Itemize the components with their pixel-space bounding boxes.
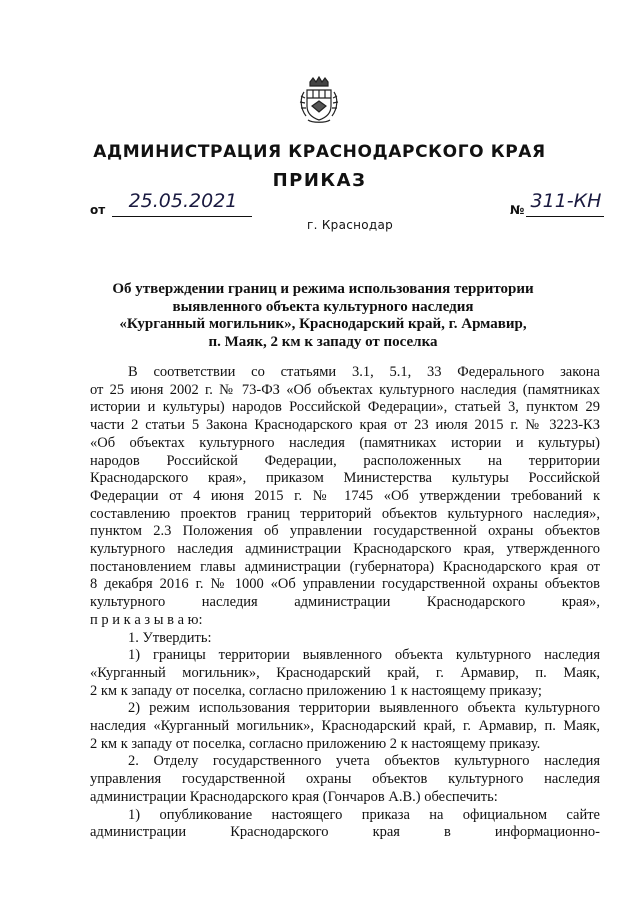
title-line: п. Маяк, 2 км к западу от поселка xyxy=(208,333,438,350)
body-line: «Курганный могильник», Краснодарский край, г. Армавир, п. Маяк, xyxy=(90,664,600,681)
body-line: администрации Краснодарского края в информационно- xyxy=(90,824,600,841)
date-underline xyxy=(112,216,252,217)
document-body xyxy=(90,364,600,842)
document-type: ПРИКАЗ xyxy=(272,170,367,191)
document-title xyxy=(108,281,538,351)
date-label: от xyxy=(90,203,106,217)
body-line: от 25 июня 2002 г. № 73-ФЗ «Об объектах культурного наследия (памятниках xyxy=(90,381,600,398)
body-line: культурного наследия администрации Краснодарского края», xyxy=(90,594,600,611)
body-line: 8 декабря 2016 г. № 1000 «Об управлении государственной охраны объектов xyxy=(90,576,600,593)
body-line: Федерации от 4 июня 2015 г. № 1745 «Об утверждении требований к xyxy=(90,487,600,504)
handwritten-number: 311-КН xyxy=(530,190,602,212)
body-line: управления государственной охраны объектов культурного наследия xyxy=(90,771,600,788)
body-line: 1) границы территории выявленного объекта культурного наследия xyxy=(128,647,600,664)
title-line: выявленного объекта культурного наследия xyxy=(172,298,474,315)
body-line: пунктом 2.3 Положения об управлении государственной охраны объектов xyxy=(90,523,600,540)
coat-of-arms-icon xyxy=(298,76,340,126)
body-line: народов Российской Федерации, расположенных на территории xyxy=(90,452,600,469)
number-underline xyxy=(526,216,604,217)
body-line: Краснодарского края», приказом Министерства культуры Российской xyxy=(90,470,600,487)
title-line: Об утверждении границ и режима использования территории xyxy=(112,281,534,297)
body-line: администрации Краснодарского края (Гончаров А.В.) обеспечить: xyxy=(90,788,498,805)
body-line: истории и культуры) народов Российской Федерации», статьей 3, пунктом 29 xyxy=(90,399,600,416)
body-line: постановлением главы администрации (губернатора) Краснодарского края от xyxy=(90,558,600,575)
body-line: 1) опубликование настоящего приказа на официальном сайте xyxy=(128,806,600,823)
body-line: «Об объектах культурного наследия (памятниках истории и культуры) xyxy=(90,434,600,451)
body-line: п р и к а з ы в а ю: xyxy=(90,611,203,628)
body-line: 2 км к западу от поселка, согласно приложению 2 к настоящему приказу. xyxy=(90,735,541,752)
city-name: г. Краснодар xyxy=(307,218,394,232)
body-line: В соответствии со статьями 3.1, 5.1, 33 Федерального закона xyxy=(128,364,600,380)
organization-name: АДМИНИСТРАЦИЯ КРАСНОДАРСКОГО КРАЯ xyxy=(93,142,546,162)
body-line: 1. Утвердить: xyxy=(128,629,212,646)
body-line: 2 км к западу от поселка, согласно приложению 1 к настоящему приказу; xyxy=(90,682,542,699)
body-line: составлению проектов границ территорий объектов культурного наследия», xyxy=(90,505,600,522)
body-line: 2) режим использования территории выявленного объекта культурного xyxy=(128,700,600,717)
body-line: наследия «Курганный могильник», Краснодарский край, г. Армавир, п. Маяк, xyxy=(90,718,600,735)
title-line: «Курганный могильник», Краснодарский край, г. Армавир, xyxy=(119,316,527,332)
body-line: культурного наследия администрации Краснодарского края, утвержденного xyxy=(90,541,600,558)
number-label: № xyxy=(510,203,525,217)
body-line: части 2 статьи 5 Закона Краснодарского края от 23 июля 2015 г. № 3223-КЗ xyxy=(90,417,600,434)
handwritten-date: 25.05.2021 xyxy=(128,190,238,212)
body-line: 2. Отделу государственного учета объектов культурного наследия xyxy=(128,753,600,770)
